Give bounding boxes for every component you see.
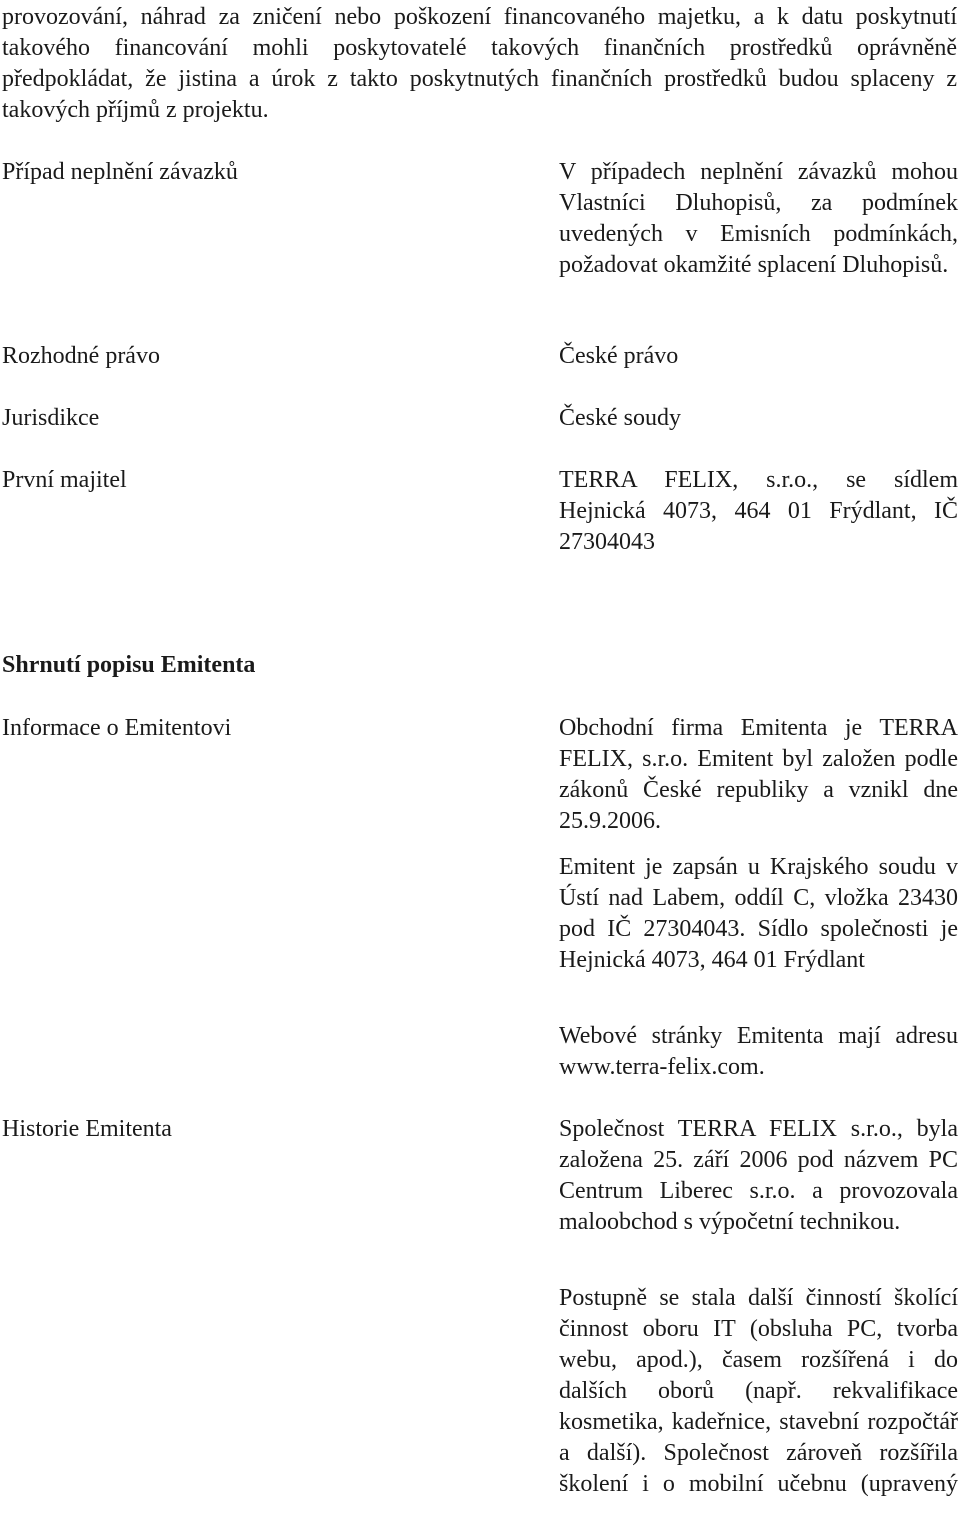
issuer-history-paragraph: Postupně se stala další činností školící činnost oboru IT (obsluha PC, tvorba webu, apod.), časem rozšířená i do dalších oborů (např. rekvalifikace kosmetika, kadeřnice, stavební rozpočtář a další). Společnost zároveň rozšířila školení i o mobilní učebnu (upravený (559, 1285, 958, 1497)
first-owner-label: První majitel (2, 467, 127, 493)
issuer-information-paragraph: Emitent je zapsán u Krajského soudu v Ústí nad Labem, oddíl C, vložka 23430 pod IČ 27304043. Sídlo společnosti je Hejnická 4073, 464 01 Frýdlant (559, 854, 958, 973)
default-label: Případ neplnění závazků (2, 159, 238, 185)
jurisdiction-value: České soudy (559, 405, 681, 431)
first-owner-value: TERRA FELIX, s.r.o., se sídlem Hejnická 4073, 464 01 Frýdlant, IČ 27304043 (559, 467, 958, 555)
issuer-history-paragraph: Společnost TERRA FELIX s.r.o., byla založena 25. září 2006 pod názvem PC Centrum Liberec s.r.o. a provozovala maloobchod s výpočetní technikou. (559, 1116, 958, 1235)
governing-law-label: Rozhodné právo (2, 343, 160, 369)
intro-paragraph: provozování, náhrad za zničení nebo poškození financovaného majetku, a k datu poskytnutí takového financování mohli poskytovatelé takových finančních prostředků oprávněně předpokládat, že jistina a úrok z takto poskytnutých finančních prostředků budou splaceny z takových příjmů z projektu. (2, 4, 957, 123)
default-value: V případech neplnění závazků mohou Vlastníci Dluhopisů, za podmínek uvedených v Emisních podmínkách, požadovat okamžité splacení Dluhopisů. (559, 159, 958, 278)
jurisdiction-label: Jurisdikce (2, 405, 100, 431)
issuer-summary-heading: Shrnutí popisu Emitenta (2, 652, 256, 678)
issuer-information-label: Informace o Emitentovi (2, 715, 232, 741)
issuer-information-paragraph: Webové stránky Emitenta mají adresu www.terra-felix.com. (559, 1023, 958, 1080)
governing-law-value: České právo (559, 343, 679, 369)
issuer-information-paragraph: Obchodní firma Emitenta je TERRA FELIX, s.r.o. Emitent byl založen podle zákonů České republiky a vznikl dne 25.9.2006. (559, 715, 958, 834)
issuer-history-label: Historie Emitenta (2, 1116, 172, 1142)
